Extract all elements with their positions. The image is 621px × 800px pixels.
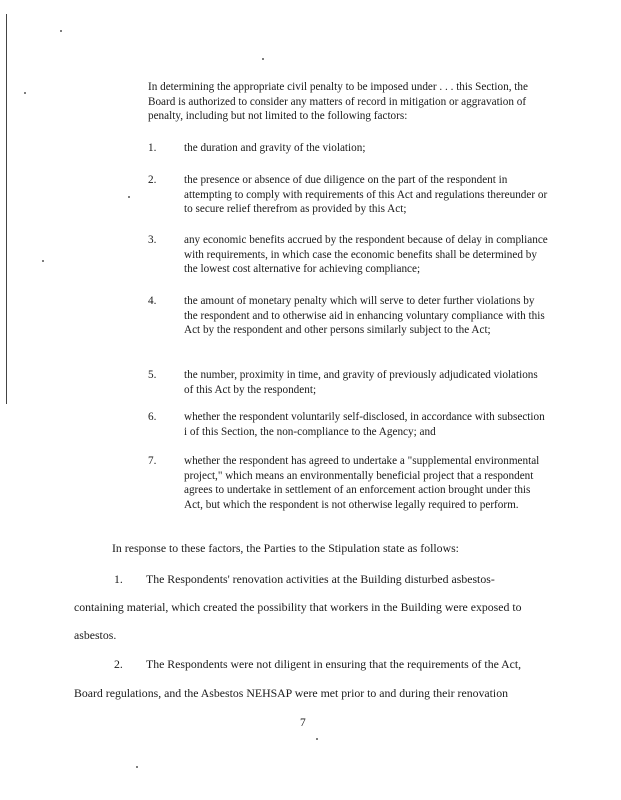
factor-number: 5.: [148, 369, 157, 381]
scan-speck: [262, 58, 264, 60]
factor-text: the number, proximity in time, and gravity of previously adjudicated violations of this Act by the respondent;: [184, 369, 538, 396]
factor-text: whether the respondent voluntarily self-disclosed, in accordance with subsection i of this Section, the non-compliance to the Agency; and: [184, 411, 545, 438]
factor-text: whether the respondent has agreed to undertake a "supplemental environmental project," which means an environmentally beneficial project that a respondent agrees to undertake in settlement of an enforcement action brought under this Act, but which the respondent is not otherwise legally required to perform.: [184, 455, 540, 511]
paragraph-line: asbestos.: [74, 628, 117, 642]
paragraph-number: 1.: [114, 572, 123, 586]
factor-number: 3.: [148, 234, 157, 246]
scan-speck: [136, 766, 138, 768]
page-number: 7: [300, 717, 306, 729]
factor-number: 7.: [148, 455, 157, 467]
summary-line: In response to these factors, the Parties to the Stipulation state as follows:: [112, 541, 459, 555]
scan-speck: [60, 30, 62, 32]
scan-speck: [42, 260, 44, 262]
factor-text: any economic benefits accrued by the respondent because of delay in compliance with requirements, in which case the economic benefits shall be determined by the lowest cost alternative for achieving compliance;: [184, 234, 548, 276]
factor-text: the amount of monetary penalty which will serve to deter further violations by the respondent and to otherwise aid in enhancing voluntary compliance with this Act by the respondent and other persons similarly subject to the Act;: [184, 295, 545, 337]
factor-number: 4.: [148, 295, 157, 307]
paragraph-line: containing material, which created the possibility that workers in the Building were exposed to: [74, 600, 522, 614]
factor-number: 2.: [148, 174, 157, 186]
intro-paragraph: In determining the appropriate civil penalty to be imposed under . . . this Section, the Board is authorized to consider any matters of record in mitigation or aggravation of penalty, including but not limited to the following factors:: [148, 81, 528, 123]
scan-speck: [128, 196, 130, 198]
paragraph-first-line: The Respondents were not diligent in ensuring that the requirements of the Act,: [146, 657, 522, 671]
paragraph-first-line: The Respondents' renovation activities at the Building disturbed asbestos-: [146, 572, 495, 586]
scan-margin-line: [6, 14, 7, 404]
paragraph-number: 2.: [114, 657, 123, 671]
paragraph-line: Board regulations, and the Asbestos NEHSAP were met prior to and during their renovation: [74, 686, 508, 700]
factor-number: 6.: [148, 411, 157, 423]
factor-text: the duration and gravity of the violation;: [184, 142, 366, 154]
factor-text: the presence or absence of due diligence on the part of the respondent in attempting to comply with requirements of this Act and regulations thereunder or to secure relief therefrom as provided by this Act;: [184, 174, 548, 216]
scan-speck: [24, 92, 26, 94]
factor-number: 1.: [148, 142, 157, 154]
scan-speck: [316, 738, 318, 740]
